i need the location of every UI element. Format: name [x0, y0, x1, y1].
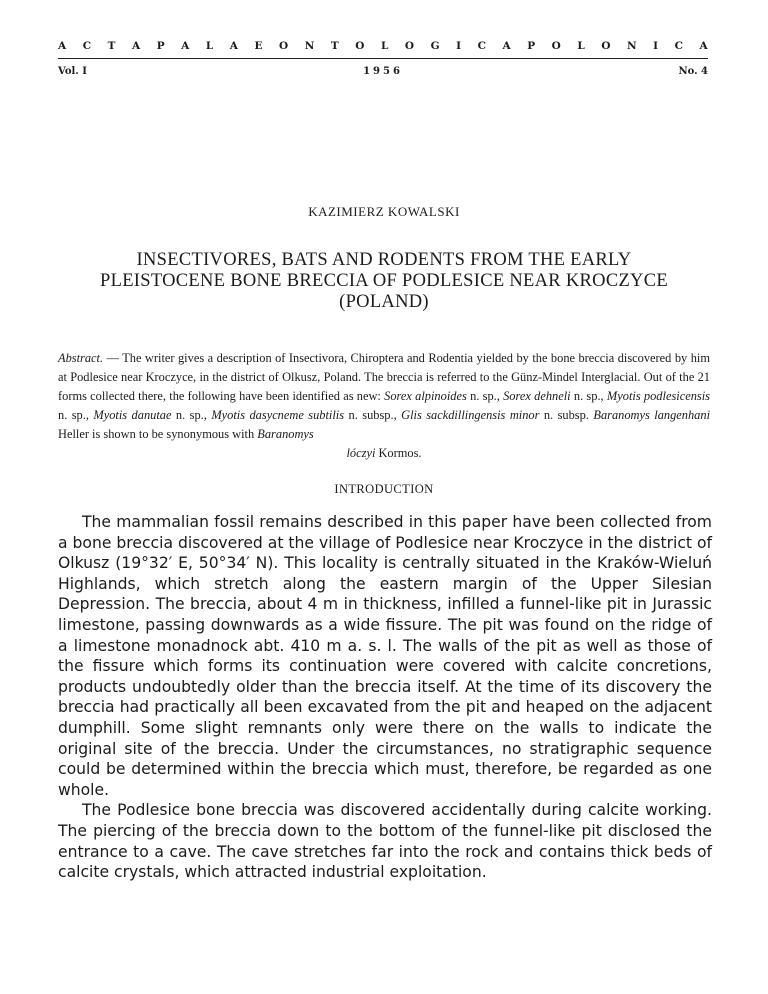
body-text [58, 512, 712, 883]
species-name: Glis sackdillingensis minor [401, 408, 540, 422]
masthead-letter: C [82, 40, 92, 52]
species-name: Sorex dehneli [503, 389, 571, 403]
masthead-letter: O [551, 40, 561, 52]
species-name: Baranomys langenhani [593, 408, 711, 422]
masthead-letter: N [304, 40, 315, 52]
title-line: (POLAND) [339, 292, 429, 312]
masthead-letter: L [205, 40, 214, 52]
masthead-letter: L [380, 40, 389, 52]
masthead-letter: A [58, 40, 67, 52]
abstract-text: n. subsp. [539, 408, 594, 422]
abstract-text: Heller is shown to be synonymous with [58, 427, 258, 441]
abstract-last-line [58, 444, 710, 463]
issue-number: No. 4 [678, 66, 708, 77]
species-name: lóczyi [346, 446, 376, 460]
species-name: Baranomys [257, 427, 314, 441]
masthead-letter: I [653, 40, 659, 52]
abstract-text: n. sp., [570, 389, 607, 403]
masthead-letter: O [601, 40, 611, 52]
masthead-letter: T [107, 40, 116, 52]
abstract-dash: — [103, 351, 123, 365]
species-name: Myotis danutae [93, 408, 172, 422]
masthead-letter: O [404, 40, 415, 52]
masthead-letter: A [181, 40, 190, 52]
section-heading: INTRODUCTION [334, 482, 434, 496]
title-line: INSECTIVORES, BATS AND RODENTS FROM THE EARLY [136, 250, 632, 270]
masthead-letter: C [477, 40, 486, 52]
species-name: Myotis podlesicensis [606, 389, 710, 403]
abstract [58, 349, 710, 463]
masthead-letter: G [430, 40, 440, 52]
masthead-letter: L [577, 40, 585, 52]
masthead-letter: I [456, 40, 462, 52]
header-rule [58, 58, 708, 59]
journal-masthead [58, 40, 708, 52]
abstract-label: Abstract. [58, 351, 104, 365]
species-name: Myotis dasycneme subtilis [211, 408, 345, 422]
abstract-text: n. sp., [171, 408, 212, 422]
abstract-text: n. sp., [466, 389, 504, 403]
masthead-letter: O [355, 40, 365, 52]
abstract-text: n. subsp., [344, 408, 402, 422]
abstract-text: Kormos. [375, 446, 422, 460]
volume-label: Vol. I [58, 66, 87, 77]
year-label: 1956 [363, 66, 403, 77]
masthead-letter: N [627, 40, 637, 52]
masthead-letter: E [254, 40, 263, 52]
masthead-letter: P [527, 40, 536, 52]
masthead-letter: A [229, 40, 238, 52]
abstract-text: n. sp., [58, 408, 94, 422]
author-name: KAZIMIERZ KOWALSKI [308, 204, 460, 219]
masthead-letter: A [699, 40, 708, 52]
masthead-letter: A [502, 40, 511, 52]
article-title [40, 250, 728, 313]
masthead-letter: C [674, 40, 683, 52]
species-name: Sorex alpinoides [384, 389, 467, 403]
masthead-letter: P [156, 40, 165, 52]
paragraph: The Podlesice bone breccia was discovered accidentally during calcite working. The piercing of the breccia down to the bottom of the funnel-like pit disclosed the entrance to a cave. The cave stretches far into the rock and contains thick beds of calcite crystals, which attracted industrial exploitation. [58, 801, 712, 882]
masthead-letter: T [330, 40, 339, 52]
masthead-letter: O [279, 40, 289, 52]
abstract-text: The writer gives a description of Insectivora, Chiroptera and Rodentia yielded by the bone breccia discovered by him at Podlesice near Kroczyce, in the district of Olkusz, Poland. The breccia is referred to the Günz-Mindel Interglacial. Out of the 21 forms collected there, the following have been identified as new: [58, 351, 710, 403]
paragraph: The mammalian fossil remains described in this paper have been collected from a bone breccia discovered at the village of Podlesice near Kroczyce in the district of Olkusz (19°32′ E, 50°34′ N). This locality is centrally situated in the Kraków-Wieluń Highlands, which stretch along the eastern margin of the Upper Silesian Depression. The breccia, about 4 m in thickness, infilled a funnel-like pit in Jurassic limestone, passing downwards as a wide fissure. The pit was found on the ridge of a limestone monadnock abt. 410 m a. s. l. The walls of the pit as well as those of the fissure which forms its continuation were covered with calcite concretions, products undoubtedly older than the breccia itself. At the time of its discovery the breccia had practically all been excavated from the pit and heaped on the adjacent dumphill. Some slight remnants only were there on the walls to indicate the original site of the breccia. Under the circumstances, no stratigraphic sequence could be determined within the breccia which must, therefore, be regarded as one whole. [58, 513, 712, 799]
masthead-letter: A [131, 40, 141, 52]
title-line: PLEISTOCENE BONE BRECCIA OF PODLESICE NEAR KROCZYCE [100, 271, 668, 291]
